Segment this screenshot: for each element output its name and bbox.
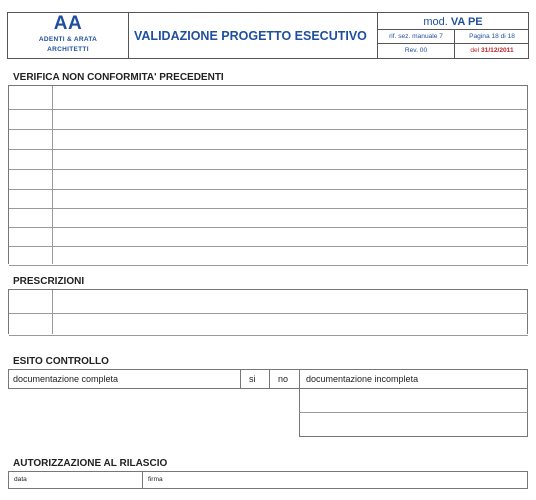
prescr-table (8, 289, 528, 334)
date-box (454, 47, 530, 54)
table-row[interactable] (9, 189, 528, 209)
table-row[interactable] (9, 109, 528, 130)
table-row[interactable] (9, 313, 528, 336)
date-value: 31/12/2011 (481, 47, 514, 54)
nonconf-heading: VERIFICA NON CONFORMITA' PRECEDENTI (13, 72, 224, 83)
table-row[interactable] (9, 290, 528, 314)
incomplete-option[interactable]: documentazione incompleta (306, 374, 419, 384)
table-row[interactable] (9, 129, 528, 150)
table-row[interactable] (9, 227, 528, 247)
si-option[interactable]: si (249, 374, 256, 384)
no-option[interactable]: no (278, 374, 289, 384)
page-number: Pagina 18 di 18 (469, 33, 515, 40)
logo-line2: ARCHITETTI (47, 46, 89, 53)
table-row[interactable] (9, 246, 528, 266)
data-field-label[interactable]: data (14, 476, 27, 483)
prescr-heading: PRESCRIZIONI (13, 276, 85, 287)
mod-label: mod. (423, 16, 448, 28)
ref-text: rif. sez. manuale 7 (389, 33, 443, 40)
complete-option[interactable]: documentazione completa (13, 374, 119, 384)
firma-field-label[interactable]: firma (148, 476, 163, 483)
logo-box (7, 12, 129, 59)
esito-heading: ESITO CONTROLLO (13, 356, 109, 367)
autorizz-heading: AUTORIZZAZIONE AL RILASCIO (13, 458, 168, 469)
meta-box (377, 12, 529, 59)
date-label: del (470, 47, 480, 54)
table-row[interactable] (9, 149, 528, 170)
table-row[interactable] (9, 86, 528, 110)
logo-line1: ADENTI & ARATA (38, 36, 98, 43)
table-row[interactable] (9, 208, 528, 228)
mod-code (378, 16, 528, 28)
page-title: VALIDAZIONE PROGETTO ESECUTIVO (134, 29, 367, 43)
esito-table (8, 369, 528, 437)
revision: Rev. 00 (404, 47, 428, 54)
mod-value: VA PE (450, 16, 483, 28)
autorizz-table (8, 471, 528, 489)
title-box (128, 12, 378, 59)
table-row[interactable] (9, 169, 528, 190)
nonconf-table (8, 85, 528, 264)
logo-initials: AA (53, 13, 83, 34)
